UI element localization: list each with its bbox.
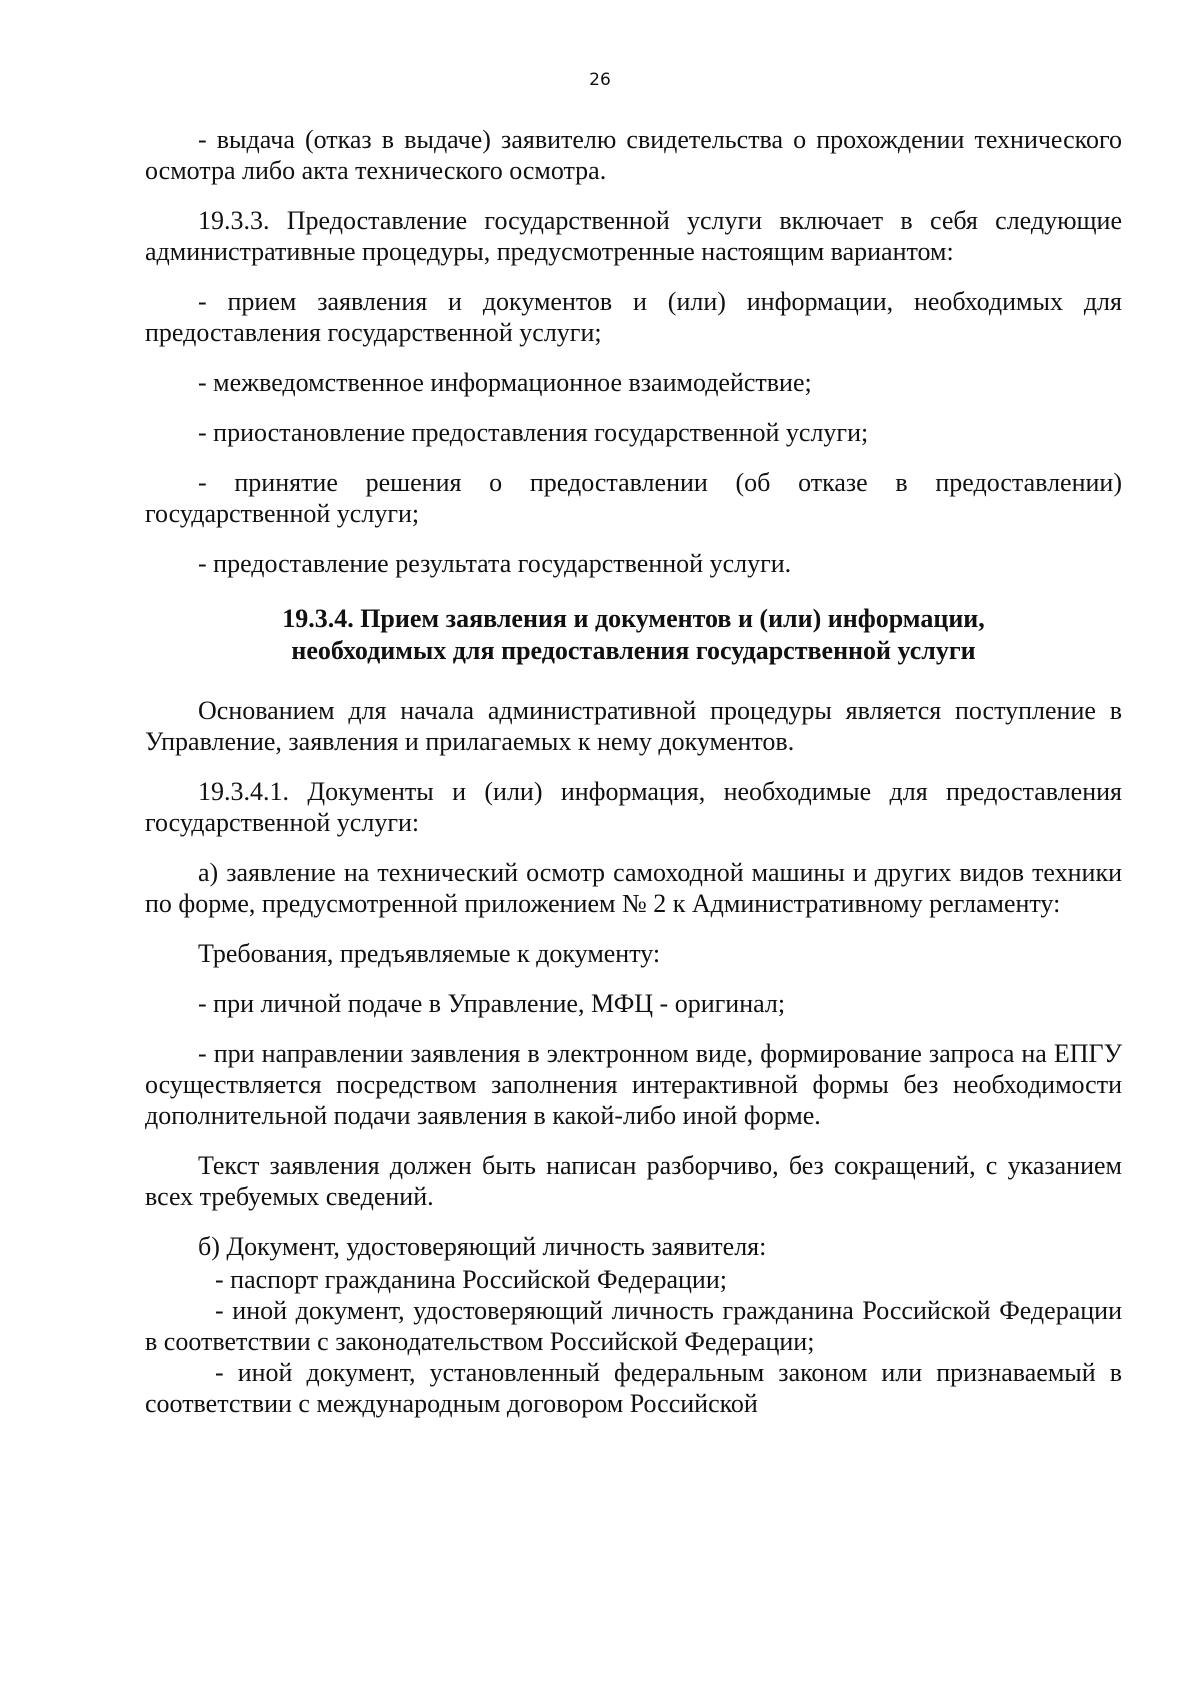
list-item-result: - предоставление результата государственной услуги. [198, 549, 792, 578]
paragraph-item-a: а) заявление на технический осмотр самоходной машины и других видов техники по форме, предусмотренной приложением № 2 к Административному регламенту: [145, 858, 1122, 918]
heading-line-1: 19.3.4. Прием заявления и документов и (или) информации, [282, 604, 985, 633]
list-item-passport: - паспорт гражданина Российской Федерации; [215, 1265, 727, 1294]
list-item-reception: - прием заявления и документов и (или) информации, необходимых для предоставления государственной услуги; [145, 287, 1122, 347]
list-item-suspension: - приостановление предоставления государственной услуги; [198, 418, 869, 447]
list-item-personal-submission: - при личной подаче в Управление, МФЦ - оригинал; [198, 989, 786, 1018]
list-item-federal-law-document: - иной документ, установленный федеральным законом или признаваемый в соответствии с международным договором Российской [145, 1358, 1122, 1418]
paragraph-issuance: - выдача (отказ в выдаче) заявителю свидетельства о прохождении технического осмотра либо акта технического осмотра. [145, 125, 1122, 185]
section-heading-19-3-4 [145, 603, 1122, 667]
paragraph-19-3-4-1: 19.3.4.1. Документы и (или) информация, необходимые для предоставления государственной услуги: [145, 777, 1122, 837]
list-item-electronic-submission: - при направлении заявления в электронном виде, формирование запроса на ЕПГУ осуществляется посредством заполнения интерактивной формы без необходимости дополнительной подачи заявления в какой-либо иной форме. [145, 1039, 1122, 1130]
paragraph-basis: Основанием для начала административной процедуры является поступление в Управление, заявления и прилагаемых к нему документов. [145, 696, 1122, 756]
list-item-decision: - принятие решения о предоставлении (об отказе в предоставлении) государственной услуги; [145, 468, 1122, 528]
paragraph-requirements: Требования, предъявляемые к документу: [198, 939, 661, 968]
paragraph-19-3-3: 19.3.3. Предоставление государственной услуги включает в себя следующие административные процедуры, предусмотренные настоящим вариантом: [145, 206, 1122, 266]
document-body [145, 124, 1122, 1419]
paragraph-text-legibility: Текст заявления должен быть написан разборчиво, без сокращений, с указанием всех требуемых сведений. [145, 1151, 1122, 1211]
heading-line-2: необходимых для предоставления государственной услуги [291, 636, 976, 665]
page-number: 26 [589, 70, 611, 90]
paragraph-item-b: б) Документ, удостоверяющий личность заявителя: [198, 1232, 767, 1261]
list-item-other-identity-document: - иной документ, удостоверяющий личность гражданина Российской Федерации в соответствии с законодательством Российской Федерации; [145, 1296, 1122, 1356]
list-item-interagency: - межведомственное информационное взаимодействие; [198, 368, 812, 397]
